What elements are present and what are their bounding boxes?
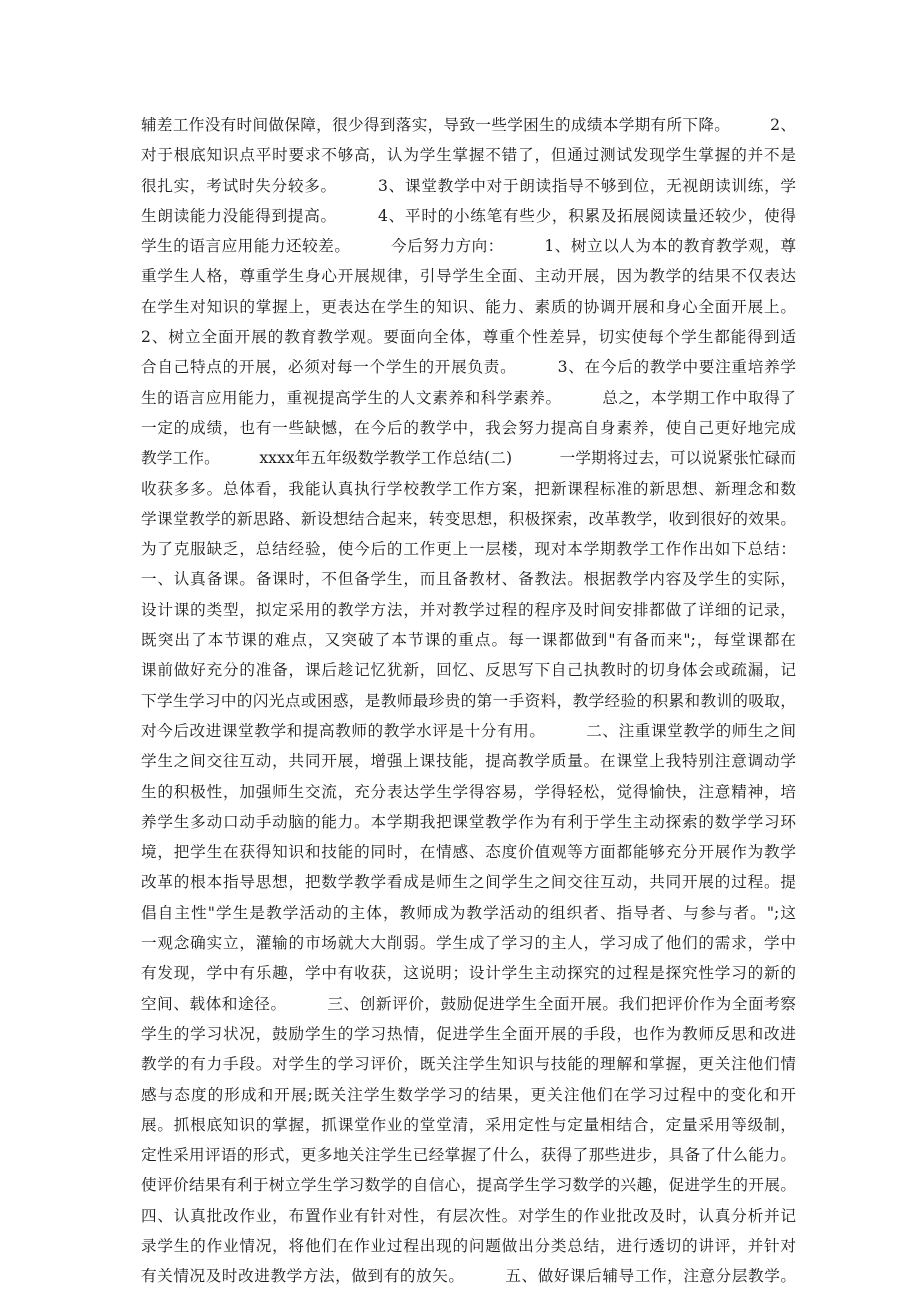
text-line: 2、树立全面开展的教育教学观。要面向全体，尊重个性差异，切实使每个学生都能得到适: [141, 328, 796, 347]
text-line: 重学生人格，尊重学生身心开展规律，引导学生全面、主动开展，因为教学的结果不仅表达: [141, 267, 796, 286]
text-line: 合自己特点的开展，必须对每一个学生的开展负责。 3、在今后的教学中要注重培养学: [141, 358, 796, 377]
document-body: [141, 110, 796, 1292]
text-line: 四、认真批改作业，布置作业有针对性，有层次性。对学生的作业批改及时，认真分析并记: [141, 1206, 796, 1225]
text-line: 教学的有力手段。对学生的学习评价，既关注学生知识与技能的理解和掌握，更关注他们情: [141, 1055, 796, 1074]
text-line: 感与态度的形成和开展;既关注学生数学学习的结果，更关注他们在学习过程中的变化和开: [141, 1085, 796, 1104]
text-line: 生朗读能力没能得到提高。 4、平时的小练笔有些少，积累及拓展阅读量还较少，使得: [141, 206, 796, 225]
text-line: 录学生的作业情况，将他们在作业过程出现的问题做出分类总结，进行透切的讲评，并针对: [141, 1236, 796, 1255]
text-line: 展。抓根底知识的掌握，抓课堂作业的堂堂清，采用定性与定量相结合，定量采用等级制，: [141, 1115, 796, 1134]
text-line: 倡自主性"学生是教学活动的主体，教师成为教学活动的组织者、指导者、与参与者。";这: [141, 903, 796, 922]
text-line: 定性采用评语的形式，更多地关注学生已经掌握了什么，获得了那些进步，具备了什么能力。: [141, 1146, 796, 1165]
text-line: 既突出了本节课的难点，又突破了本节课的重点。每一课都做到"有备而来";，每堂课都在: [141, 631, 796, 650]
text-line: 为了克服缺乏，总结经验，使今后的工作更上一层楼，现对本学期教学工作作出如下总结：: [141, 540, 796, 559]
text-line: 辅差工作没有时间做保障，很少得到落实，导致一些学困生的成绩本学期有所下降。 2、: [141, 116, 796, 134]
text-line: 学生的语言应用能力还较差。 今后努力方向： 1、树立以人为本的教育教学观，尊: [141, 237, 796, 256]
text-line: 对于根底知识点平时要求不够高，认为学生掌握不错了，但通过测试发现学生掌握的并不是: [141, 146, 796, 165]
text-line: 境，把学生在获得知识和技能的同时，在情感、态度价值观等方面都能够充分开展作为教学: [141, 843, 796, 862]
text-line: 收获多多。总体看，我能认真执行学校教学工作方案，把新课程标准的新思想、新理念和数: [141, 479, 796, 498]
text-line: 课前做好充分的准备，课后趁记忆犹新，回忆、反思写下自己执教时的切身体会或疏漏，记: [141, 661, 796, 680]
text-line: 在学生对知识的掌握上，更表达在学生的知识、能力、素质的协调开展和身心全面开展上。: [141, 297, 796, 316]
text-line: 一观念确实立，灌输的市场就大大削弱。学生成了学习的主人，学习成了他们的需求，学中: [141, 934, 796, 953]
text-line: 设计课的类型，拟定采用的教学方法，并对教学过程的程序及时间安排都做了详细的记录，: [141, 600, 796, 619]
text-line: 生的积极性，加强师生交流，充分表达学生学得容易，学得轻松，觉得愉快，注意精神，培: [141, 782, 796, 801]
text-line: 有发现，学中有乐趣，学中有收获，这说明；设计学生主动探究的过程是探究性学习的新的: [141, 964, 796, 983]
text-line: 学生之间交往互动，共同开展，增强上课技能，提高教学质量。在课堂上我特别注意调动学: [141, 752, 796, 771]
text-line: 一、认真备课。备课时，不但备学生，而且备教材、备教法。根据教学内容及学生的实际，: [141, 570, 796, 589]
text-line: 学生的学习状况，鼓励学生的学习热情，促进学生全面开展的手段，也作为教师反思和改进: [141, 1024, 796, 1043]
text-line: 很扎实，考试时失分较多。 3、课堂教学中对于朗读指导不够到位，无视朗读训练，学: [141, 176, 796, 195]
text-line: 下学生学习中的闪光点或困惑，是教师最珍贵的第一手资料，教学经验的积累和教训的吸取，: [141, 691, 796, 710]
text-line: 教学工作。 xxxx年五年级数学教学工作总结(二) 一学期将过去，可以说紧张忙碌而: [141, 449, 796, 468]
text-line: 使评价结果有利于树立学生学习数学的自信心，提高学生学习数学的兴趣，促进学生的开展。: [141, 1176, 796, 1195]
text-line: 对今后改进课堂教学和提高教师的教学水评是十分有用。 二、注重课堂教学的师生之间: [141, 721, 796, 740]
text-line: 有关情况及时改进教学方法，做到有的放矢。 五、做好课后辅导工作，注意分层教学。: [141, 1267, 796, 1286]
text-line: 改革的根本指导思想，把数学教学看成是师生之间学生之间交往互动，共同开展的过程。提: [141, 873, 796, 892]
text-line: 一定的成绩，也有一些缺憾，在今后的教学中，我会努力提高自身素养，使自己更好地完成: [141, 418, 796, 437]
text-line: 生的语言应用能力，重视提高学生的人文素养和科学素养。 总之，本学期工作中取得了: [141, 388, 796, 407]
text-line: 学课堂教学的新思路、新设想结合起来，转变思想，积极探索，改革教学，收到很好的效果。: [141, 509, 796, 528]
text-line: 养学生多动口动手动脑的能力。本学期我把课堂教学作为有利于学生主动探索的数学学习环: [141, 812, 796, 831]
text-line: 空间、载体和途径。 三、创新评价，鼓励促进学生全面开展。我们把评价作为全面考察: [141, 994, 796, 1013]
